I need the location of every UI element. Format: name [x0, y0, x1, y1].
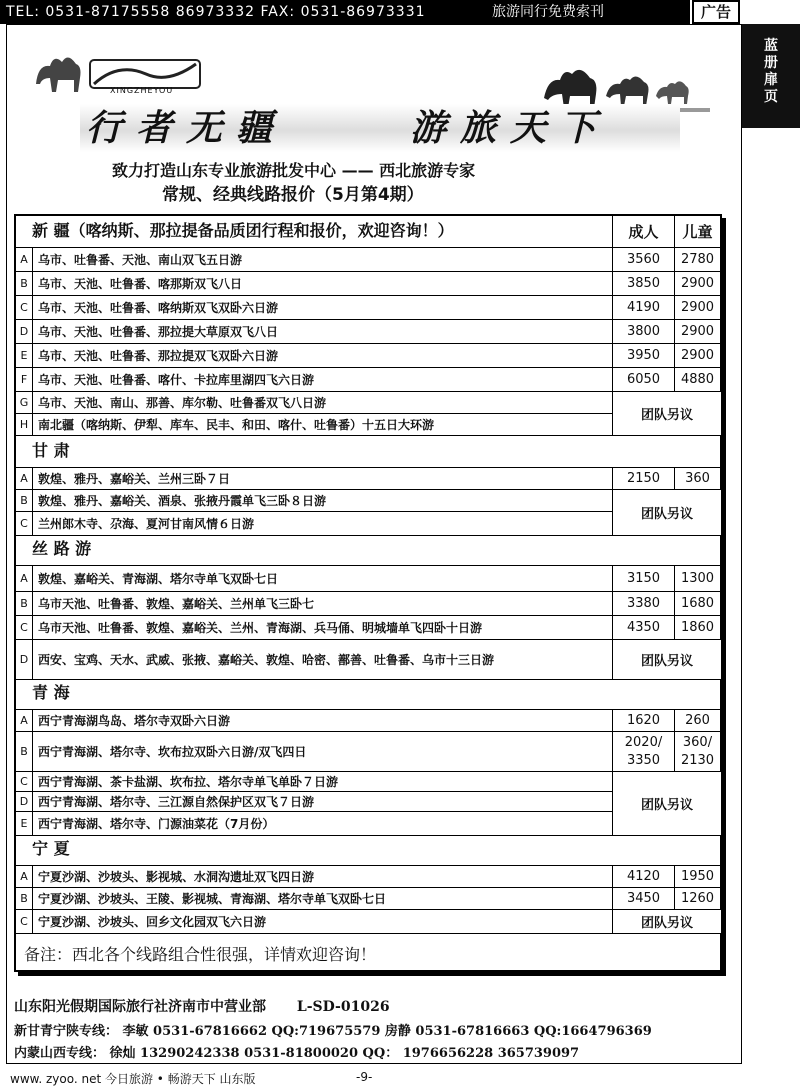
group-price-note: 团队另议: [612, 910, 721, 933]
col-adult-header: 成人: [612, 216, 674, 248]
contact-line-northwest: 新甘青宁陕专线： 李敏 0531-67816662 QQ:719675579 房静 0531-67816663 QQ:1664796369: [14, 1024, 652, 1039]
table-row: [16, 368, 720, 392]
child-price: 2900: [674, 320, 720, 343]
route-name: 西宁青海湖、茶卡盐湖、坎布拉、塔尔寺单飞单卧７日游: [38, 775, 339, 789]
table-row: [16, 272, 720, 296]
route-name: 南北疆（喀纳斯、伊犁、库车、民丰、和田、喀什、吐鲁番）十五日大环游: [38, 418, 435, 432]
row-letter: D: [16, 320, 33, 343]
child-price: 1260: [674, 888, 720, 909]
section-header-xinjiang: [16, 216, 720, 248]
route-name: 宁夏沙湖、沙坡头、影视城、水洞沟遗址双飞四日游: [38, 870, 315, 884]
price-list-title: 常规、经典线路报价（5月第4期）: [162, 185, 424, 205]
slogan-part1: 行者无疆: [86, 107, 287, 149]
company-text: 山东阳光假期国际旅行社济南市中营业部: [14, 999, 266, 1015]
route-name: 乌市、天池、吐鲁番、喀什、卡拉库里湖四飞六日游: [38, 373, 315, 387]
camel-caravan-icon: [540, 52, 710, 112]
table-row: [16, 320, 720, 344]
route-name: 乌市、天池、吐鲁番、喀纳斯双飞双卧六日游: [38, 301, 279, 315]
table-row: [16, 248, 720, 272]
route-name: 西宁青海湖、塔尔寺、坎布拉双卧六日游/双飞四日: [38, 745, 307, 759]
section-title: 丝 路 游: [32, 539, 92, 558]
child-price: 1860: [674, 616, 720, 639]
table-row: [16, 296, 720, 320]
row-letter: C: [16, 772, 33, 791]
adult-price: 3560: [612, 248, 674, 271]
table-row: [16, 732, 720, 772]
route-name: 西宁青海湖、塔尔寺、三江源自然保护区双飞７日游: [38, 795, 315, 809]
adult-price: 6050: [612, 368, 674, 391]
section-title: 甘 肃: [32, 441, 70, 460]
group-price-note: 团队另议: [612, 640, 721, 679]
route-name: 西宁青海湖、塔尔寺、门源油菜花（7月份）: [38, 817, 275, 831]
logo-subtext: XINGZHEYOU: [110, 86, 174, 95]
ad-label: 广告: [692, 0, 740, 24]
row-letter: D: [16, 640, 33, 679]
section-title: 青 海: [32, 683, 70, 702]
adult-price: 3150: [612, 566, 674, 591]
table-row: [16, 592, 720, 616]
child-price: 4880: [674, 368, 720, 391]
row-letter: A: [16, 866, 33, 887]
col-child-header: 儿童: [674, 216, 720, 248]
route-name: 宁夏沙湖、沙坡头、回乡文化园双飞六日游: [38, 915, 267, 929]
adult-price: 2150: [612, 468, 674, 489]
adult-price: 3950: [612, 344, 674, 367]
child-price: 360: [674, 468, 720, 489]
child-price: 1300: [674, 566, 720, 591]
child-price: 2900: [674, 296, 720, 319]
group-price-note: 团队另议: [612, 772, 721, 835]
row-letter: A: [16, 710, 33, 731]
child-price: 2780: [674, 248, 720, 271]
row-letter: A: [16, 248, 33, 271]
route-name: 乌市、天池、南山、那善、库尔勒、吐鲁番双飞八日游: [38, 396, 327, 410]
license-number: L-SD-01026: [296, 999, 390, 1015]
route-name: 乌市、天池、吐鲁番、那拉提大草原双飞八日: [38, 325, 279, 339]
route-name: 兰州郎木寺、尕海、夏河甘南风情６日游: [38, 517, 255, 531]
row-letter: G: [16, 392, 33, 413]
table-row: [16, 888, 720, 910]
row-letter: A: [16, 566, 33, 591]
child-price: 2900: [674, 344, 720, 367]
row-letter: H: [16, 414, 33, 435]
child-price: 1950: [674, 866, 720, 887]
adult-price: 3800: [612, 320, 674, 343]
page-number: -9-: [356, 1070, 373, 1084]
route-name: 乌市天池、吐鲁番、敦煌、嘉峪关、兰州单飞三卧七: [38, 597, 315, 611]
table-row: [16, 910, 720, 934]
contact-text: TEL: 0531-87175558 86973332 FAX: 0531-86973331: [6, 4, 426, 20]
section-title: 新 疆（喀纳斯、那拉提备品质团行程和报价，欢迎咨询！）: [32, 221, 454, 240]
row-letter: E: [16, 812, 33, 835]
adult-price: 4350: [612, 616, 674, 639]
side-tab[interactable]: [742, 24, 800, 128]
slogan-part2: 游旅天下: [410, 107, 611, 149]
table-row: [16, 710, 720, 732]
route-name: 乌市、吐鲁番、天池、南山双飞五日游: [38, 253, 243, 267]
bottom-bar: [0, 1068, 800, 1088]
child-price: 1680: [674, 592, 720, 615]
table-row: [16, 866, 720, 888]
route-name: 乌市、天池、吐鲁番、喀那斯双飞八日: [38, 277, 243, 291]
child-price: 260: [674, 710, 720, 731]
route-name: 西安、宝鸡、天水、武威、张掖、嘉峪关、敦煌、哈密、鄯善、吐鲁番、乌市十三日游: [38, 653, 495, 667]
route-name: 西宁青海湖鸟岛、塔尔寺双卧六日游: [38, 714, 231, 728]
tagline: 致力打造山东专业旅游批发中心 —— 西北旅游专家: [112, 161, 476, 180]
child-price: 360/ 2130: [674, 732, 720, 771]
row-letter: B: [16, 732, 33, 771]
side-tab-label: 蓝册扉页: [764, 38, 778, 105]
route-name: 乌市、天池、吐鲁番、那拉提双飞双卧六日游: [38, 349, 279, 363]
row-letter: C: [16, 296, 33, 319]
section-header-qinghai: [16, 680, 720, 710]
section-header-gansu: [16, 436, 720, 468]
adult-price: 3380: [612, 592, 674, 615]
section-header-silkroad: [16, 536, 720, 566]
table-row: [16, 616, 720, 640]
adult-price: 3850: [612, 272, 674, 295]
company-name: [14, 996, 390, 1016]
top-contact-bar: [0, 0, 690, 24]
row-letter: C: [16, 910, 33, 933]
child-price: 2900: [674, 272, 720, 295]
row-letter: B: [16, 490, 33, 511]
table-row: [16, 344, 720, 368]
group-price-note: 团队另议: [612, 490, 721, 535]
row-letter: E: [16, 344, 33, 367]
adult-price: 2020/ 3350: [612, 732, 674, 771]
row-letter: A: [16, 468, 33, 489]
group-price-note: 团队另议: [612, 392, 721, 435]
remark-note: 备注：西北各个线路组合性很强，详情欢迎咨询！: [24, 945, 377, 964]
row-letter: F: [16, 368, 33, 391]
route-name: 敦煌、雅丹、嘉峪关、酒泉、张掖丹霞单飞三卧８日游: [38, 494, 327, 508]
row-letter: D: [16, 792, 33, 811]
adult-price: 4120: [612, 866, 674, 887]
table-row: [16, 468, 720, 490]
table-row: [16, 640, 720, 680]
route-name: 敦煌、嘉峪关、青海湖、塔尔寺单飞双卧七日: [38, 572, 279, 586]
adult-price: 3450: [612, 888, 674, 909]
row-letter: C: [16, 512, 33, 535]
adult-price: 4190: [612, 296, 674, 319]
adult-price: 1620: [612, 710, 674, 731]
route-name: 乌市天池、吐鲁番、敦煌、嘉峪关、兰州、青海湖、兵马俑、明城墙单飞四卧十日游: [38, 621, 483, 635]
contact-line-inner-mongolia: 内蒙山西专线： 徐灿 13290242338 0531-81800020 QQ： 1976656228 365739097: [14, 1046, 580, 1061]
price-table: [14, 214, 722, 972]
route-name: 宁夏沙湖、沙坡头、王陵、影视城、青海湖、塔尔寺单飞双卧七日: [38, 892, 387, 906]
table-row: [16, 566, 720, 592]
row-letter: B: [16, 592, 33, 615]
row-letter: C: [16, 616, 33, 639]
row-letter: B: [16, 888, 33, 909]
section-header-ningxia: [16, 836, 720, 866]
main-slogan: [80, 104, 680, 152]
row-letter: B: [16, 272, 33, 295]
route-name: 敦煌、雅丹、嘉峪关、兰州三卧７日: [38, 472, 231, 486]
section-title: 宁 夏: [32, 839, 70, 858]
website-text: www. zyoo. net 今日旅游 • 畅游天下 山东版: [10, 1072, 256, 1086]
free-request-text: 旅游同行免费索刊: [492, 4, 604, 20]
